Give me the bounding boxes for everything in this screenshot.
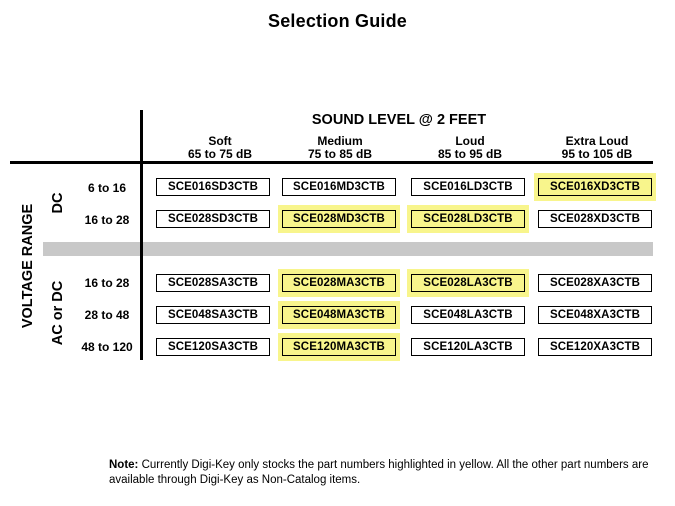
col-header-soft: Soft 65 to 75 dB: [187, 134, 253, 161]
group-separator: [43, 242, 140, 256]
part-number-cell: SCE028XA3CTB: [538, 274, 652, 292]
part-number-cell: SCE028LA3CTB: [411, 274, 525, 292]
sound-level-header: SOUND LEVEL @ 2 FEET: [311, 112, 487, 128]
part-number-cell: SCE048XA3CTB: [538, 306, 652, 324]
row-label-voltage: 28 to 48: [84, 308, 130, 322]
part-number-cell: SCE028SD3CTB: [156, 210, 270, 228]
note-label: Note:: [109, 459, 139, 471]
part-number-cell: SCE048LA3CTB: [411, 306, 525, 324]
col-header-loud: Loud 85 to 95 dB: [437, 134, 503, 161]
row-label-voltage: 16 to 28: [84, 276, 130, 290]
row-label-voltage: 16 to 28: [84, 213, 130, 227]
header-divider-vertical: [140, 110, 143, 360]
part-number-cell: SCE048SA3CTB: [156, 306, 270, 324]
part-number-cell: SCE016MD3CTB: [282, 178, 396, 196]
voltage-range-label: VOLTAGE RANGE: [20, 203, 36, 329]
group-label-ac-or-dc: AC or DC: [50, 280, 66, 346]
part-number-cell: SCE028LD3CTB: [411, 210, 525, 228]
part-number-cell: SCE028MA3CTB: [282, 274, 396, 292]
row-label-voltage: 48 to 120: [81, 340, 133, 354]
col-header-extra-loud: Extra Loud 95 to 105 dB: [561, 134, 633, 161]
part-number-cell: SCE016SD3CTB: [156, 178, 270, 196]
row-label-voltage: 6 to 16: [87, 181, 126, 195]
footnote: [109, 458, 659, 488]
group-label-dc: DC: [50, 192, 66, 214]
part-number-cell: SCE048MA3CTB: [282, 306, 396, 324]
part-number-cell: SCE028SA3CTB: [156, 274, 270, 292]
part-number-cell: SCE016XD3CTB: [538, 178, 652, 196]
part-number-cell: SCE120XA3CTB: [538, 338, 652, 356]
col-header-medium: Medium 75 to 85 dB: [307, 134, 373, 161]
group-separator: [143, 242, 653, 256]
part-number-cell: SCE016LD3CTB: [411, 178, 525, 196]
part-number-cell: SCE028MD3CTB: [282, 210, 396, 228]
part-number-cell: SCE028XD3CTB: [538, 210, 652, 228]
part-number-cell: SCE120LA3CTB: [411, 338, 525, 356]
note-text: Currently Digi-Key only stocks the part numbers highlighted in yellow. All the other part numbers are available through Digi-Key as Non-Catalog items.: [109, 459, 649, 486]
part-number-cell: SCE120SA3CTB: [156, 338, 270, 356]
header-divider-horizontal: [10, 161, 653, 164]
page-title: Selection Guide: [267, 11, 408, 31]
part-number-cell: SCE120MA3CTB: [282, 338, 396, 356]
